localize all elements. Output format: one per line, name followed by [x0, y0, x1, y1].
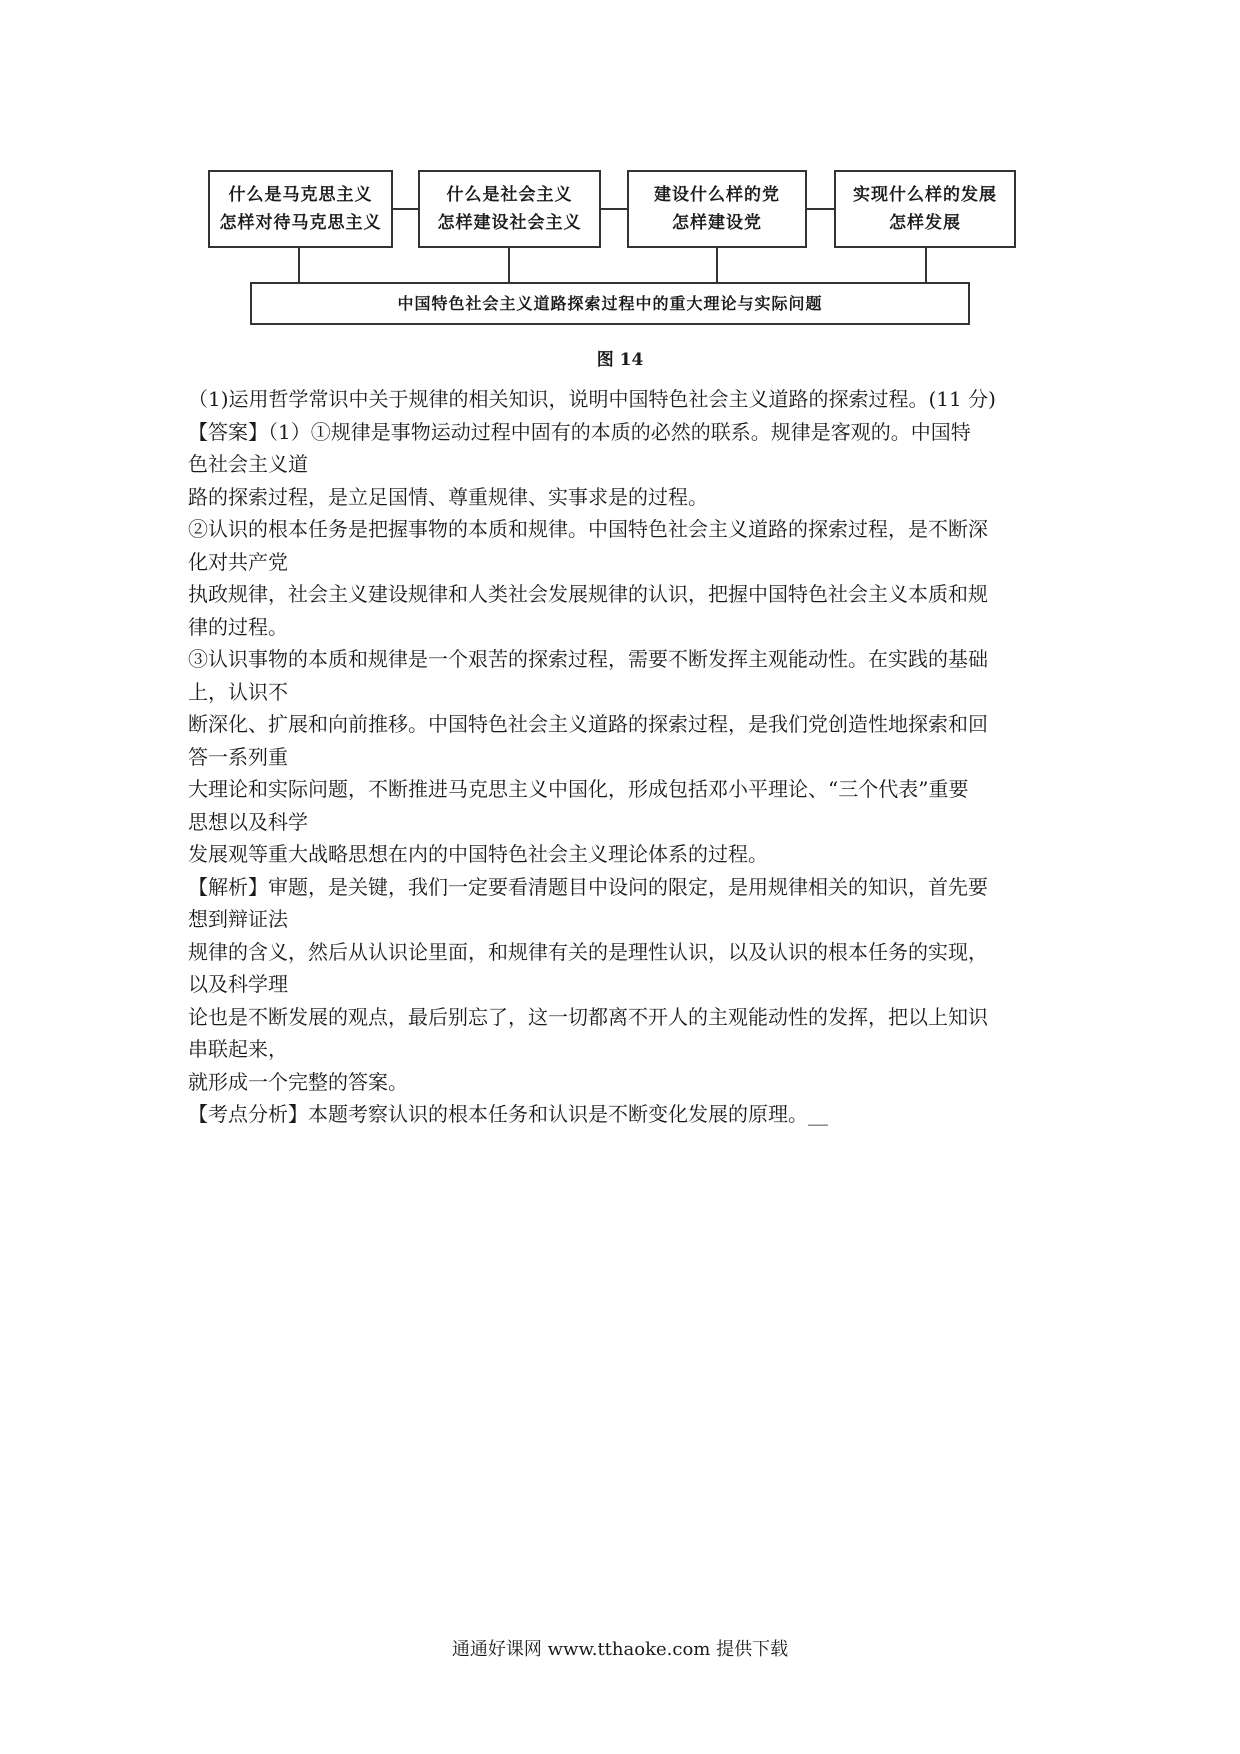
connector-line [601, 208, 627, 210]
diagram-box-socialism [418, 170, 601, 248]
connector-line [298, 248, 300, 282]
text-line: 答一系列重 [188, 744, 288, 769]
diagram-box-development [834, 170, 1016, 248]
connector-line [393, 208, 418, 210]
text-line: 【考点分析】本题考察认识的根本任务和认识是不断变化发展的原理。__ [188, 1102, 828, 1126]
text-line: 想到辩证法 [188, 907, 288, 931]
text-line: 律的过程。 [188, 614, 288, 639]
text-line: 就形成一个完整的答案。 [188, 1069, 408, 1094]
connector-line [508, 248, 510, 282]
text-line: 思想以及科学 [188, 809, 308, 834]
text-line: ③认识事物的本质和规律是一个艰苦的探索过程，需要不断发挥主观能动性。在实践的基础 [188, 647, 988, 671]
diagram-box-line: 怎样对待马克思主义 [219, 213, 382, 233]
text-line: 断深化、扩展和向前推移。中国特色社会主义道路的探索过程，是我们党创造性地探索和回 [188, 712, 988, 736]
text-line: 规律的含义，然后从认识论里面，和规律有关的是理性认识，以及认识的根本任务的实现， [188, 939, 988, 964]
diagram-box-line: 什么是社会主义 [446, 185, 573, 205]
diagram-box-line: 建设什么样的党 [654, 185, 780, 205]
text-line: 【解析】审题，是关键，我们一定要看清题目中设问的限定，是用规律相关的知识，首先要 [188, 874, 988, 899]
answer-text [188, 383, 1068, 1131]
text-line: 大理论和实际问题，不断推进马克思主义中国化，形成包括邓小平理论、“三个代表”重要 [188, 777, 969, 801]
diagram-box-party [627, 170, 807, 248]
text-line: 以及科学理 [188, 972, 288, 996]
text-line: 色社会主义道 [188, 452, 308, 476]
diagram-box-line: 实现什么样的发展 [853, 185, 997, 205]
diagram-box-line: 怎样建设党 [672, 213, 762, 233]
diagram-bottom-box: 中国特色社会主义道路探索过程中的重大理论与实际问题 [250, 282, 970, 325]
concept-diagram [200, 160, 1000, 335]
text-line: 执政规律，社会主义建设规律和人类社会发展规律的认识，把握中国特色社会主义本质和规 [188, 582, 988, 606]
connector-line [925, 248, 927, 282]
diagram-box-line: 怎样建设社会主义 [437, 213, 582, 233]
diagram-box-line: 什么是马克思主义 [228, 185, 373, 205]
text-line: 发展观等重大战略思想在内的中国特色社会主义理论体系的过程。 [188, 842, 768, 866]
diagram-box-marxism [208, 170, 393, 248]
footer-credit: 通通好课网 www.tthaoke.com 提供下载 [451, 1639, 789, 1660]
text-line: 串联起来， [188, 1037, 288, 1061]
text-line: 路的探索过程，是立足国情、尊重规律、实事求是的过程。 [188, 484, 708, 509]
text-line: ②认识的根本任务是把握事物的本质和规律。中国特色社会主义道路的探索过程，是不断深 [188, 517, 988, 541]
figure-caption: 图 14 [596, 350, 644, 370]
text-line: 论也是不断发展的观点，最后别忘了，这一切都离不开人的主观能动性的发挥，把以上知识 [188, 1004, 988, 1029]
connector-line [807, 208, 834, 210]
diagram-box-line: 怎样发展 [889, 213, 961, 233]
text-line: （1)运用哲学常识中关于规律的相关知识，说明中国特色社会主义道路的探索过程。(11 分) [188, 387, 996, 411]
text-line: 化对共产党 [188, 549, 288, 574]
connector-line [716, 248, 718, 282]
text-line: 【答案】（1）①规律是事物运动过程中固有的本质的必然的联系。规律是客观的。中国特 [188, 419, 971, 444]
text-line: 上，认识不 [188, 679, 288, 704]
